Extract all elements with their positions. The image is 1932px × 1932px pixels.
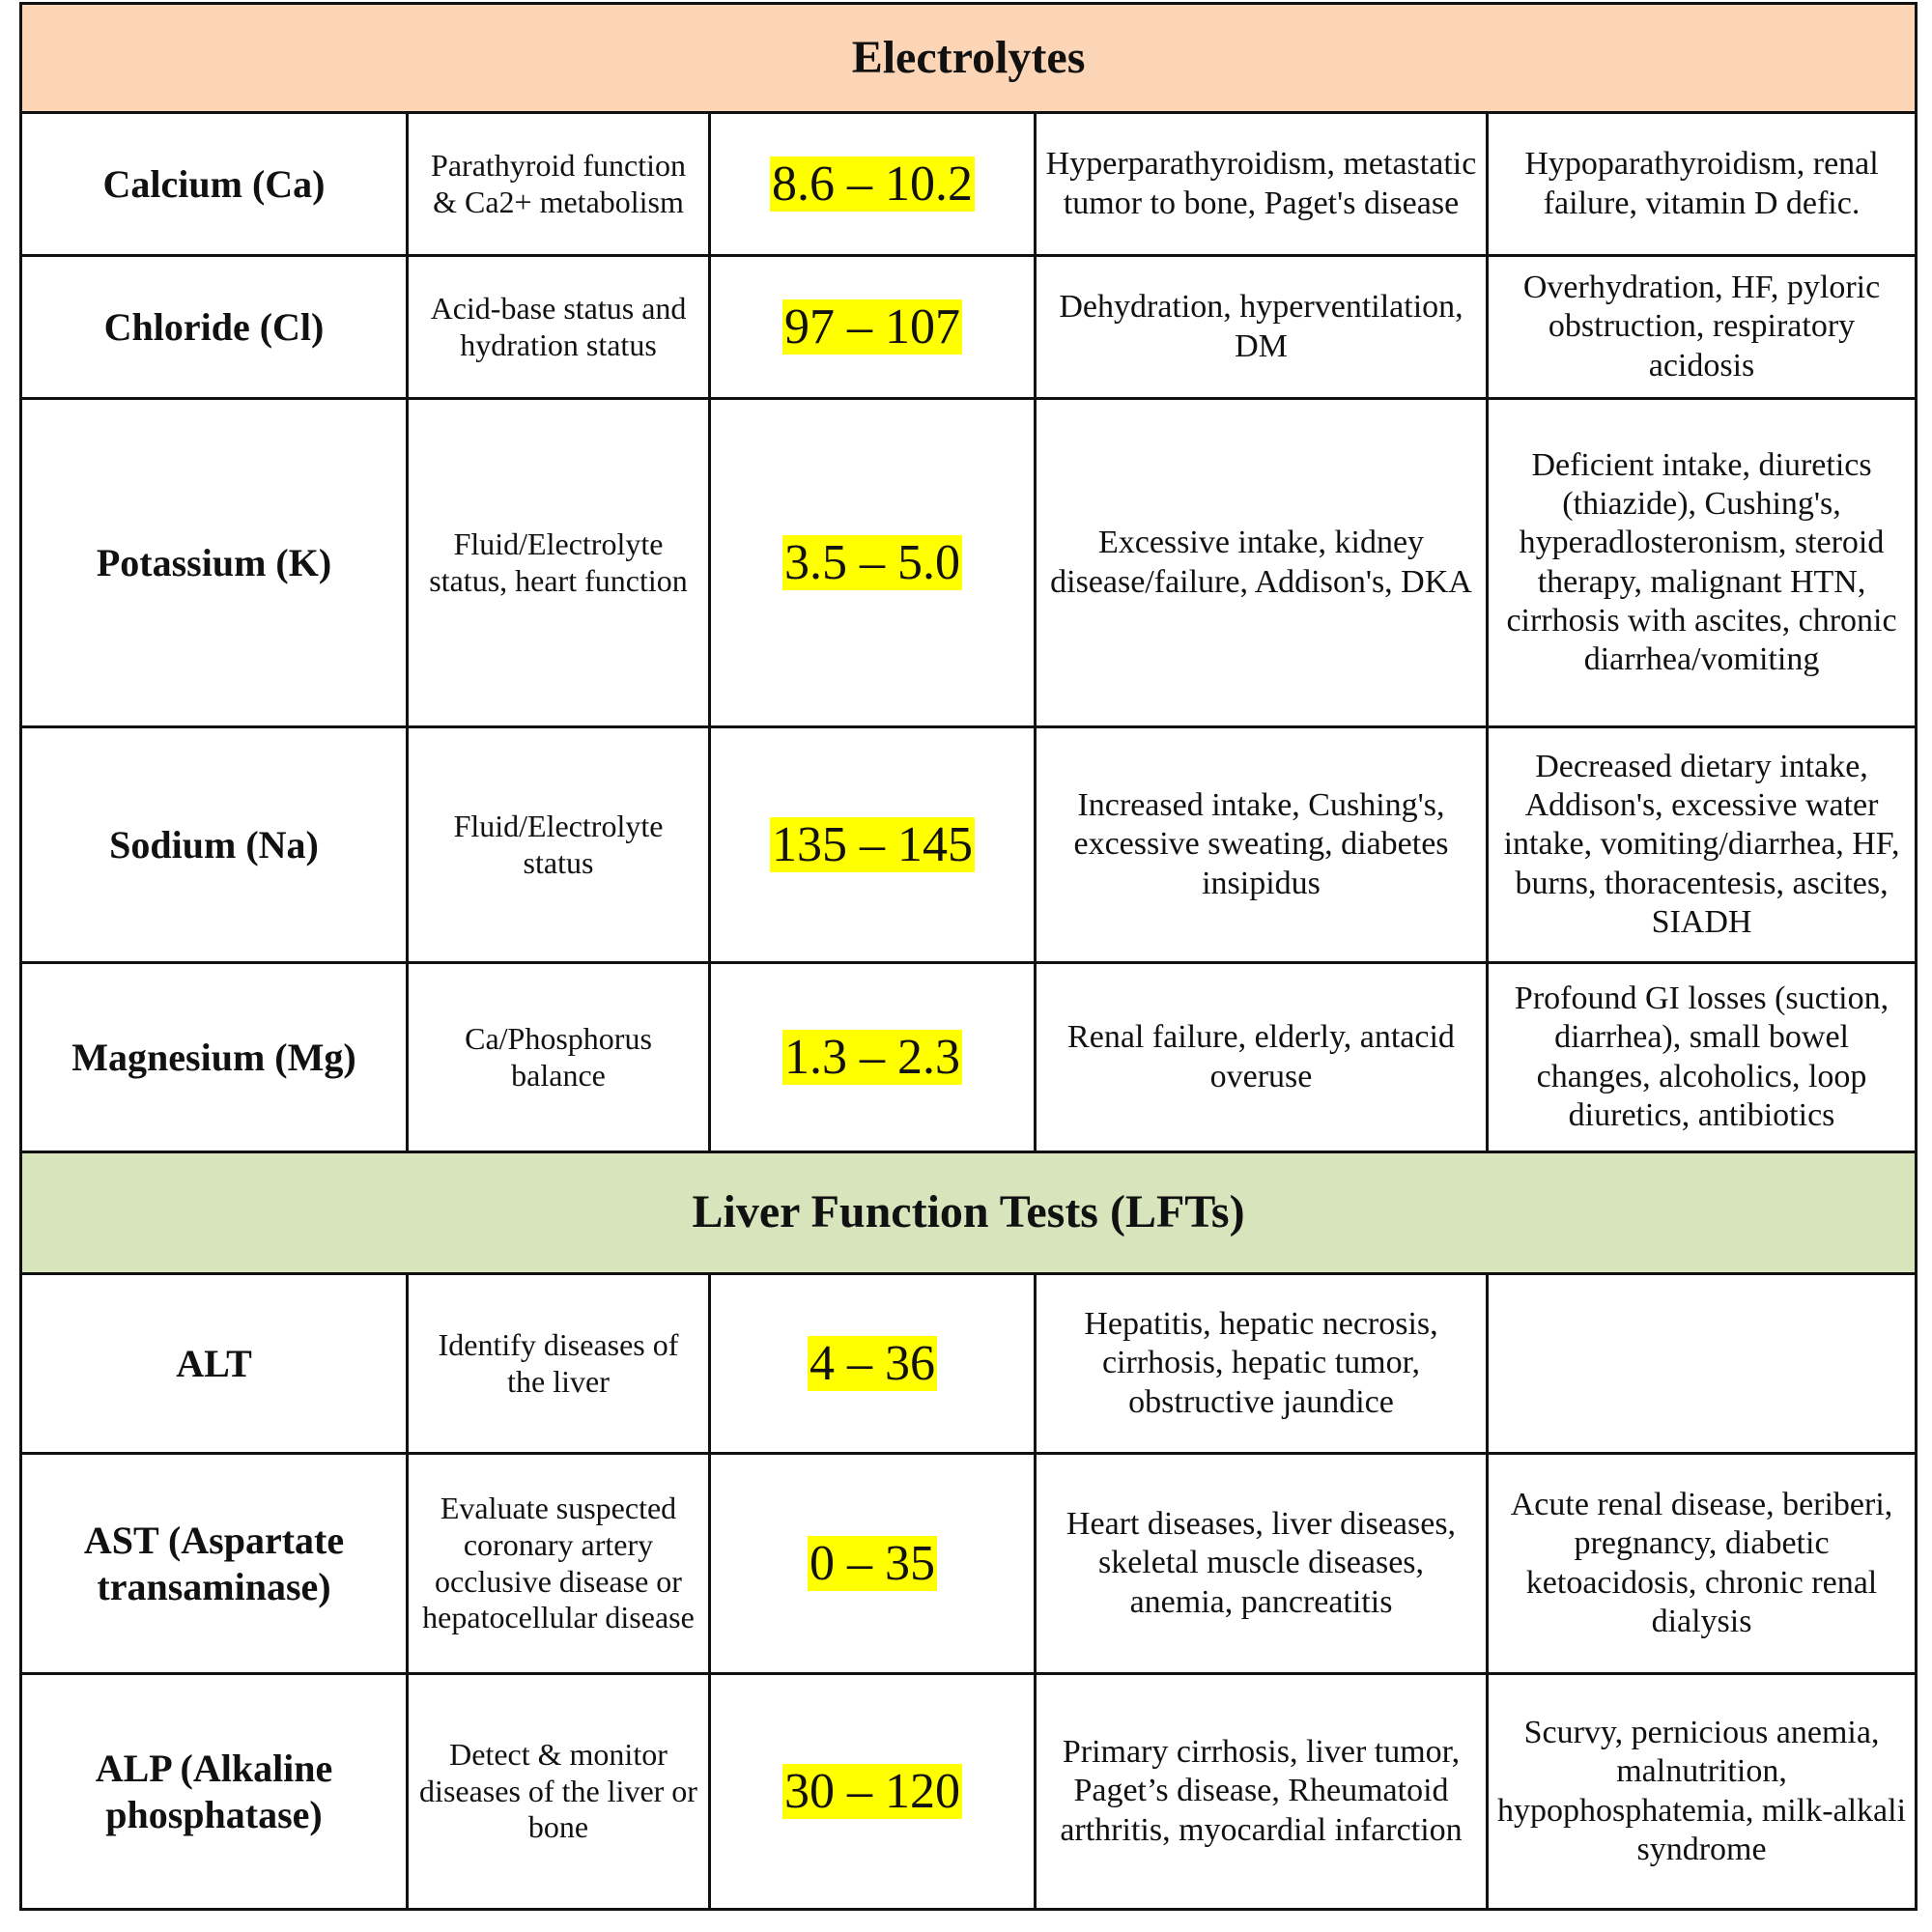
table-row [21,963,1917,1152]
range-value: 135 – 145 [772,816,973,872]
increased-causes: Increased intake, Cushing's, excessive sweating, diabetes insipidus [1036,727,1488,963]
increased-causes: Hyperparathyroidism, metastatic tumor to bone, Paget's disease [1036,113,1488,256]
decreased-causes: Decreased dietary intake, Addison's, excessive water intake, vomiting/diarrhea, HF, burns, thoracentesis, ascites, SIADH [1488,727,1917,963]
range-value: 30 – 120 [784,1763,960,1819]
lab-values-table [19,2,1918,1911]
increased-causes: Hepatitis, hepatic necrosis, cirrhosis, hepatic tumor, obstructive jaundice [1036,1274,1488,1454]
section-header-lft [21,1152,1917,1274]
test-name: ALT [21,1274,408,1454]
decreased-causes: Acute renal disease, beriberi, pregnancy, diabetic ketoacidosis, chronic renal dialysis [1488,1454,1917,1674]
normal-range [710,727,1036,963]
test-purpose: Parathyroid function & Ca2+ metabolism [408,113,710,256]
range-value: 0 – 35 [810,1535,935,1591]
test-purpose: Fluid/Electrolyte status, heart function [408,399,710,727]
table-row [21,727,1917,963]
test-name: AST (Aspartate transaminase) [21,1454,408,1674]
decreased-causes: Hypoparathyroidism, renal failure, vitamin D defic. [1488,113,1917,256]
decreased-causes: Scurvy, pernicious anemia, malnutrition, hypophosphatemia, milk-alkali syndrome [1488,1674,1917,1910]
normal-range [710,963,1036,1152]
range-value: 4 – 36 [810,1335,935,1391]
decreased-causes: Overhydration, HF, pyloric obstruction, respiratory acidosis [1488,256,1917,399]
test-name: Chloride (Cl) [21,256,408,399]
normal-range [710,1274,1036,1454]
increased-causes: Excessive intake, kidney disease/failure, Addison's, DKA [1036,399,1488,727]
increased-causes: Renal failure, elderly, antacid overuse [1036,963,1488,1152]
test-purpose: Acid-base status and hydration status [408,256,710,399]
table-row [21,1454,1917,1674]
test-name: Sodium (Na) [21,727,408,963]
test-purpose: Detect & monitor diseases of the liver or bone [408,1674,710,1910]
table-row [21,399,1917,727]
table-row [21,1274,1917,1454]
range-value: 97 – 107 [784,298,960,355]
normal-range [710,399,1036,727]
increased-causes: Primary cirrhosis, liver tumor, Paget’s disease, Rheumatoid arthritis, myocardial infarction [1036,1674,1488,1910]
test-purpose: Fluid/Electrolyte status [408,727,710,963]
test-name: Magnesium (Mg) [21,963,408,1152]
test-name: Calcium (Ca) [21,113,408,256]
section-header-electrolytes [21,4,1917,113]
increased-causes: Heart diseases, liver diseases, skeletal muscle diseases, anemia, pancreatitis [1036,1454,1488,1674]
range-value: 3.5 – 5.0 [784,534,960,590]
normal-range [710,1454,1036,1674]
test-purpose: Ca/Phosphorus balance [408,963,710,1152]
section-title: Liver Function Tests (LFTs) [21,1152,1917,1274]
normal-range [710,256,1036,399]
table-row [21,256,1917,399]
normal-range [710,1674,1036,1910]
decreased-causes: Deficient intake, diuretics (thiazide), Cushing's, hyperadlosteronism, steroid therapy, malignant HTN, cirrhosis with ascites, chronic diarrhea/vomiting [1488,399,1917,727]
test-purpose: Identify diseases of the liver [408,1274,710,1454]
increased-causes: Dehydration, hyperventilation, DM [1036,256,1488,399]
section-title: Electrolytes [21,4,1917,113]
test-name: ALP (Alkaline phosphatase) [21,1674,408,1910]
table-row [21,113,1917,256]
normal-range [710,113,1036,256]
range-value: 1.3 – 2.3 [784,1029,960,1085]
range-value: 8.6 – 10.2 [772,156,973,212]
table-row [21,1674,1917,1910]
decreased-causes: Profound GI losses (suction, diarrhea), small bowel changes, alcoholics, loop diuretics, antibiotics [1488,963,1917,1152]
test-purpose: Evaluate suspected coronary artery occlusive disease or hepatocellular disease [408,1454,710,1674]
decreased-causes [1488,1274,1917,1454]
test-name: Potassium (K) [21,399,408,727]
